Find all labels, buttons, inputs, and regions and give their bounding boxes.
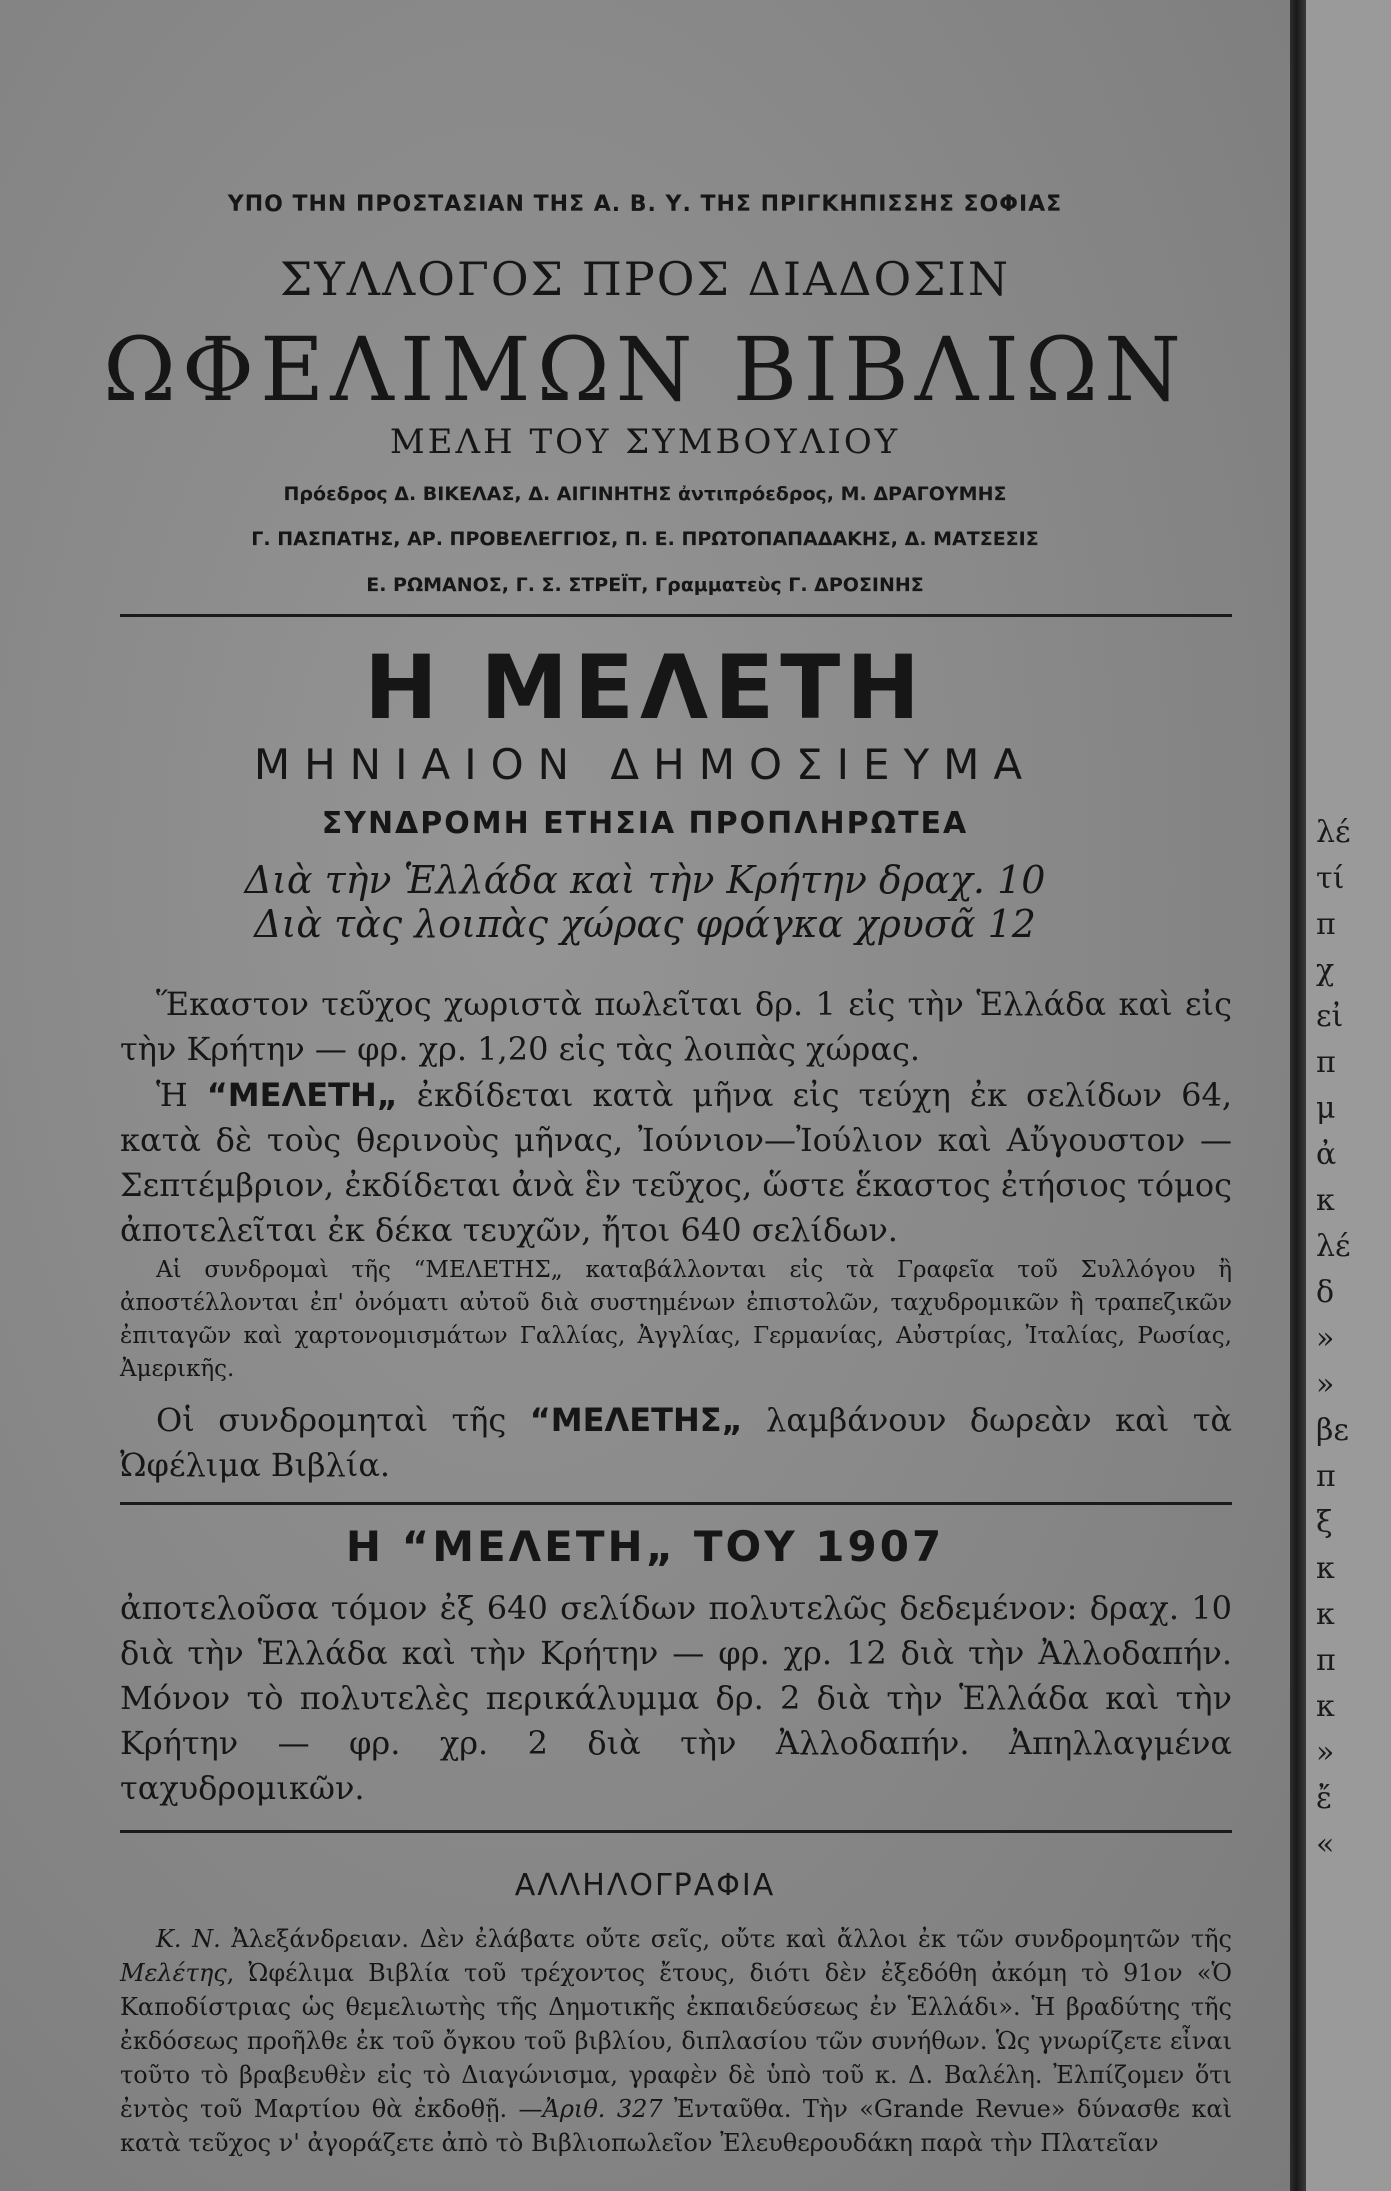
paragraph-text: Οἱ συνδρομηταὶ τῆς bbox=[156, 1401, 530, 1439]
right-page-fragment: κ bbox=[1316, 1551, 1335, 1586]
right-page-fragment: » bbox=[1316, 1321, 1335, 1356]
society-name-line1: ΣΥΛΛΟΓΟΣ ΠΡΟΣ ΔΙΑΔΟΣΙΝ bbox=[279, 252, 1011, 306]
right-page-fragment: π bbox=[1316, 1643, 1336, 1678]
paragraph-text: , Ὠφέλιμα Βιβλία τοῦ τρέχοντος ἔτους, διότι δὲν ἐξεδόθη ἀκόμη τὸ 91ον «Ὁ Καποδίστριας ὡς θεμελιωτὴς τῆς Δημοτικῆς ἐκπαιδεύσεως ἐν Ἑλλάδι». Ἡ βραδύτης τῆς ἐκδόσεως προῆλθε ἐκ τοῦ ὄγκου τοῦ βιβλίου, διπλασίου τῶν συνήθων. Ὡς γνωρίζετε εἶναι τοῦτο τὸ βραβευθὲν εἰς τὸ Διαγώνισμα, γραφὲν δὲ ὑπὸ τοῦ κ. Δ. Βαλέλη. Ἐλπίζομεν ὅτι ἐντὸς τοῦ Μαρτίου θὰ ἐκδοθῇ. — bbox=[120, 1959, 1232, 2123]
correspondence-paragraph bbox=[120, 1922, 1232, 2160]
right-page-fragment: μ bbox=[1316, 1091, 1336, 1126]
right-page-fragment: π bbox=[1316, 1045, 1336, 1080]
journal-name: “ΜΕΛΕΤΗΣ„ bbox=[529, 1401, 743, 1439]
divider-rule bbox=[120, 1502, 1232, 1505]
right-page-fragment: λέ bbox=[1316, 815, 1351, 850]
journal-subtitle: ΜΗΝΙΑΙΟΝ ΔΗΜΟΣΙΕΥΜΑ bbox=[253, 740, 1037, 789]
divider-rule bbox=[120, 614, 1232, 617]
right-page-fragment: κ bbox=[1316, 1183, 1335, 1218]
divider-rule bbox=[120, 1830, 1232, 1833]
paragraph-text: Ἀλεξάνδρειαν. Δὲν ἐλάβατε οὔτε σεῖς, οὔτε καὶ ἄλλοι ἐκ τῶν συνδρομητῶν τῆς bbox=[220, 1925, 1232, 1953]
paragraph-text: Ἐνταῦθα. Τὴν «Grande Revue» δύνασθε καὶ κατὰ τεῦχος ν' ἀγοράζετε ἀπὸ τὸ Βιβλιοπωλεῖον Ἐλευθερουδάκη παρὰ τὴν Πλατεῖαν bbox=[120, 2095, 1232, 2157]
right-page-edge bbox=[1306, 0, 1391, 2191]
issue-price-paragraph: Ἕκαστον τεῦχος χωριστὰ πωλεῖται δρ. 1 εἰς τὴν Ἑλλάδα καὶ εἰς τὴν Κρήτην — φρ. χρ. 1,20 εἰς τὰς λοιπὰς χώρας. bbox=[120, 985, 1232, 1068]
correspondence-title: ΑΛΛΗΛΟΓΡΑΦΙΑ bbox=[514, 1868, 776, 1903]
right-page-fragment: εἰ bbox=[1316, 999, 1344, 1034]
correspondent-name: Κ. Ν. bbox=[156, 1925, 221, 1953]
correspondent-name: Ἀριθ. 327 bbox=[542, 2095, 663, 2123]
right-page-fragment: χ bbox=[1316, 953, 1335, 988]
paragraph-text: Ἡ bbox=[156, 1076, 207, 1114]
right-page-fragment: » bbox=[1316, 1367, 1335, 1402]
council-members-line: Γ. ΠΑΣΠΑΤΗΣ, ΑΡ. ΠΡΟΒΕΛΕΓΓΙΟΣ, Π. Ε. ΠΡΩΤΟΠΑΠΑΔΑΚΗΣ, Δ. ΜΑΤΣΕΣΙΣ bbox=[251, 528, 1039, 550]
volume-1907-paragraph: ἀποτελοῦσα τόμον ἐξ 640 σελίδων πολυτελῶς δεδεμένον: δραχ. 10 διὰ τὴν Ἑλλάδα καὶ τὴν Κρήτην — φρ. χρ. 12 διὰ τὴν Ἀλλοδαπήν. Μόνον τὸ πολυτελὲς περικάλυμμα δρ. 2 διὰ τὴν Ἑλλάδα καὶ τὴν Κρήτην — φρ. χρ. 2 διὰ τὴν Ἀλλοδαπήν. Ἀπηλλαγμένα ταχυδρομικῶν. bbox=[120, 1589, 1232, 1807]
council-members-heading: ΜΕΛΗ ΤΟΥ ΣΥΜΒΟΥΛΙΟΥ bbox=[389, 422, 901, 462]
paragraph-text: λαμβάνουν δωρεὰν καὶ τὰ Ὠφέλιμα Βιβλία. bbox=[120, 1401, 1233, 1484]
right-page-fragment: ἀ bbox=[1316, 1137, 1337, 1172]
right-page-fragment: π bbox=[1316, 907, 1336, 942]
payment-paragraph: Αἱ συνδρομαὶ τῆς “ΜΕΛΕΤΗΣ„ καταβάλλονται εἰς τὰ Γραφεῖα τοῦ Συλλόγου ἢ ἀποστέλλονται ἐπ' ὀνόματι αὐτοῦ διὰ συστημένων ἐπιστολῶν, ταχυδρομικῶν ἢ τραπεζικῶν ἐπιταγῶν καὶ χαρτονομισμάτων Γαλλίας, Ἀγγλίας, Γερμανίας, Αὐστρίας, Ἰταλίας, Ρωσίας, Ἀμερικῆς. bbox=[120, 1257, 1232, 1382]
right-page-fragment: κ bbox=[1316, 1689, 1335, 1724]
book-gutter bbox=[1290, 0, 1306, 2191]
society-name-line2: ΩΦΕΛΙΜΩΝ ΒΙΒΛΙΩΝ bbox=[102, 318, 1188, 421]
council-members-line: Ε. ΡΩΜΑΝΟΣ, Γ. Σ. ΣΤΡΕΪΤ, Γραμματεὺς Γ. ΔΡΟΣΙΝΗΣ bbox=[366, 574, 924, 596]
right-page-fragment: » bbox=[1316, 1735, 1335, 1770]
patronage-line: ΥΠΟ ΤΗΝ ΠΡΟΣΤΑΣΙΑΝ ΤΗΣ Α. Β. Υ. ΤΗΣ ΠΡΙΓΚΗΠΙΣΣΗΣ ΣΟΦΙΑΣ bbox=[227, 192, 1063, 217]
publication-schedule-paragraph bbox=[120, 1073, 1232, 1253]
subscription-heading: ΣΥΝΔΡΟΜΗ ΕΤΗΣΙΑ ΠΡΟΠΛΗΡΩΤΕΑ bbox=[321, 806, 969, 841]
right-page-fragment: ἔ bbox=[1316, 1781, 1333, 1816]
price-abroad: Διὰ τὰς λοιπὰς χώρας φράγκα χρυσᾶ 12 bbox=[254, 902, 1036, 946]
right-page-fragment: τί bbox=[1316, 861, 1345, 896]
right-page-fragment: κ bbox=[1316, 1597, 1335, 1632]
right-page-fragment: « bbox=[1316, 1827, 1335, 1862]
right-page-fragment: βε bbox=[1316, 1413, 1349, 1448]
right-page-fragment: λέ bbox=[1316, 1229, 1351, 1264]
right-page-fragment: ξ bbox=[1316, 1505, 1333, 1540]
subscriber-books-paragraph bbox=[120, 1398, 1232, 1488]
journal-name: “ΜΕΛΕΤΗ„ bbox=[206, 1076, 398, 1114]
council-members-line: Πρόεδρος Δ. ΒΙΚΕΛΑΣ, Δ. ΑΙΓΙΝΗΤΗΣ ἀντιπρόεδρος, Μ. ΔΡΑΓΟΥΜΗΣ bbox=[283, 483, 1007, 505]
journal-name: Μελέτης bbox=[120, 1959, 227, 1987]
right-page-fragment: δ bbox=[1316, 1275, 1335, 1310]
paragraph-text: ἐκδίδεται κατὰ μῆνα εἰς τεύχη ἐκ σελίδων 64, κατὰ δὲ τοὺς θερινοὺς μῆνας, Ἰούνιον—Ἰούλιον καὶ Αὔγουστον —Σεπτέμβριον, ἐκδίδεται ἀνὰ ἓν τεῦχος, ὥστε ἕκαστος ἐτήσιος τόμος ἀποτελεῖται ἐκ δέκα τευχῶν, ἤτοι 640 σελίδων. bbox=[120, 1076, 1232, 1249]
volume-1907-title: Η “ΜΕΛΕΤΗ„ ΤΟΥ 1907 bbox=[345, 1522, 945, 1571]
price-greece: Διὰ τὴν Ἑλλάδα καὶ τὴν Κρήτην δραχ. 10 bbox=[244, 858, 1046, 902]
right-page-fragment: π bbox=[1316, 1459, 1336, 1494]
journal-title: Η ΜΕΛΕΤΗ bbox=[364, 636, 926, 739]
